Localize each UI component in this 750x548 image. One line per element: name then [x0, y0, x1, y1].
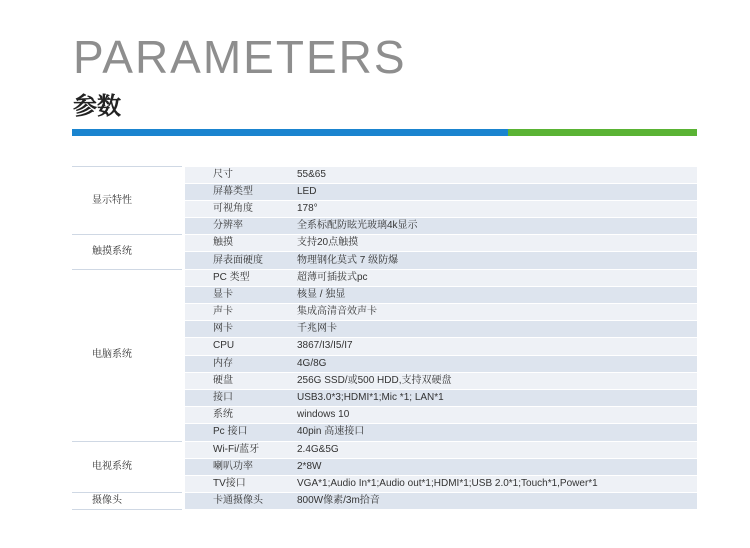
param-value: 超薄可插拔式pc — [287, 269, 697, 286]
param-name: CPU — [185, 338, 287, 355]
param-value: 核显 / 独显 — [287, 286, 697, 303]
param-name: 喇叭功率 — [185, 458, 287, 475]
param-value: 千兆网卡 — [287, 321, 697, 338]
param-name: 可视角度 — [185, 200, 287, 217]
param-name: 分辨率 — [185, 218, 287, 235]
param-value: VGA*1;Audio In*1;Audio out*1;HDMI*1;USB 2.0*1;Touch*1,Power*1 — [287, 475, 697, 492]
param-value: 全系标配防眩光玻璃4k显示 — [287, 218, 697, 235]
param-name: 显卡 — [185, 286, 287, 303]
accent-bar-green — [508, 129, 697, 136]
param-value: 2.4G&5G — [287, 441, 697, 458]
param-value: 物理钢化莫式 7 级防爆 — [287, 252, 697, 269]
param-name: 接口 — [185, 389, 287, 406]
param-name: 触摸 — [185, 235, 287, 252]
group-label: 摄像头 — [72, 493, 182, 510]
parameters-table — [72, 166, 697, 510]
param-name: TV接口 — [185, 475, 287, 492]
group-label: 触摸系统 — [72, 235, 182, 269]
table-row — [72, 493, 697, 510]
param-value: USB3.0*3;HDMI*1;Mic *1; LAN*1 — [287, 389, 697, 406]
accent-bar-blue — [72, 129, 508, 136]
param-name: 卡通摄像头 — [185, 493, 287, 510]
table-row — [72, 441, 697, 458]
param-value: 3867/I3/I5/I7 — [287, 338, 697, 355]
param-name: 内存 — [185, 355, 287, 372]
param-name: 声卡 — [185, 304, 287, 321]
param-value: 支持20点触摸 — [287, 235, 697, 252]
param-name: 系统 — [185, 407, 287, 424]
param-value: 集成高清音效声卡 — [287, 304, 697, 321]
table-row — [72, 235, 697, 252]
table-row — [72, 167, 697, 184]
param-value: 256G SSD/或500 HDD,支持双硬盘 — [287, 372, 697, 389]
param-name: 屏表面硬度 — [185, 252, 287, 269]
table-row — [72, 269, 697, 286]
group-label: 显示特性 — [72, 167, 182, 235]
param-value: LED — [287, 183, 697, 200]
param-name: PC 类型 — [185, 269, 287, 286]
param-name: Wi-Fi/蓝牙 — [185, 441, 287, 458]
param-value: 178° — [287, 200, 697, 217]
param-name: 尺寸 — [185, 167, 287, 184]
param-value: 2*8W — [287, 458, 697, 475]
param-value: windows 10 — [287, 407, 697, 424]
param-value: 55&65 — [287, 167, 697, 184]
param-value: 40pin 高速接口 — [287, 424, 697, 441]
param-name: Pc 接口 — [185, 424, 287, 441]
param-name: 网卡 — [185, 321, 287, 338]
group-label: 电脑系统 — [72, 269, 182, 441]
param-name: 硬盘 — [185, 372, 287, 389]
page-subtitle: 参数 — [73, 92, 121, 120]
param-name: 屏幕类型 — [185, 183, 287, 200]
param-value: 800W像素/3m拾音 — [287, 493, 697, 510]
param-value: 4G/8G — [287, 355, 697, 372]
page-title: PARAMETERS — [73, 31, 407, 83]
group-label: 电视系统 — [72, 441, 182, 493]
